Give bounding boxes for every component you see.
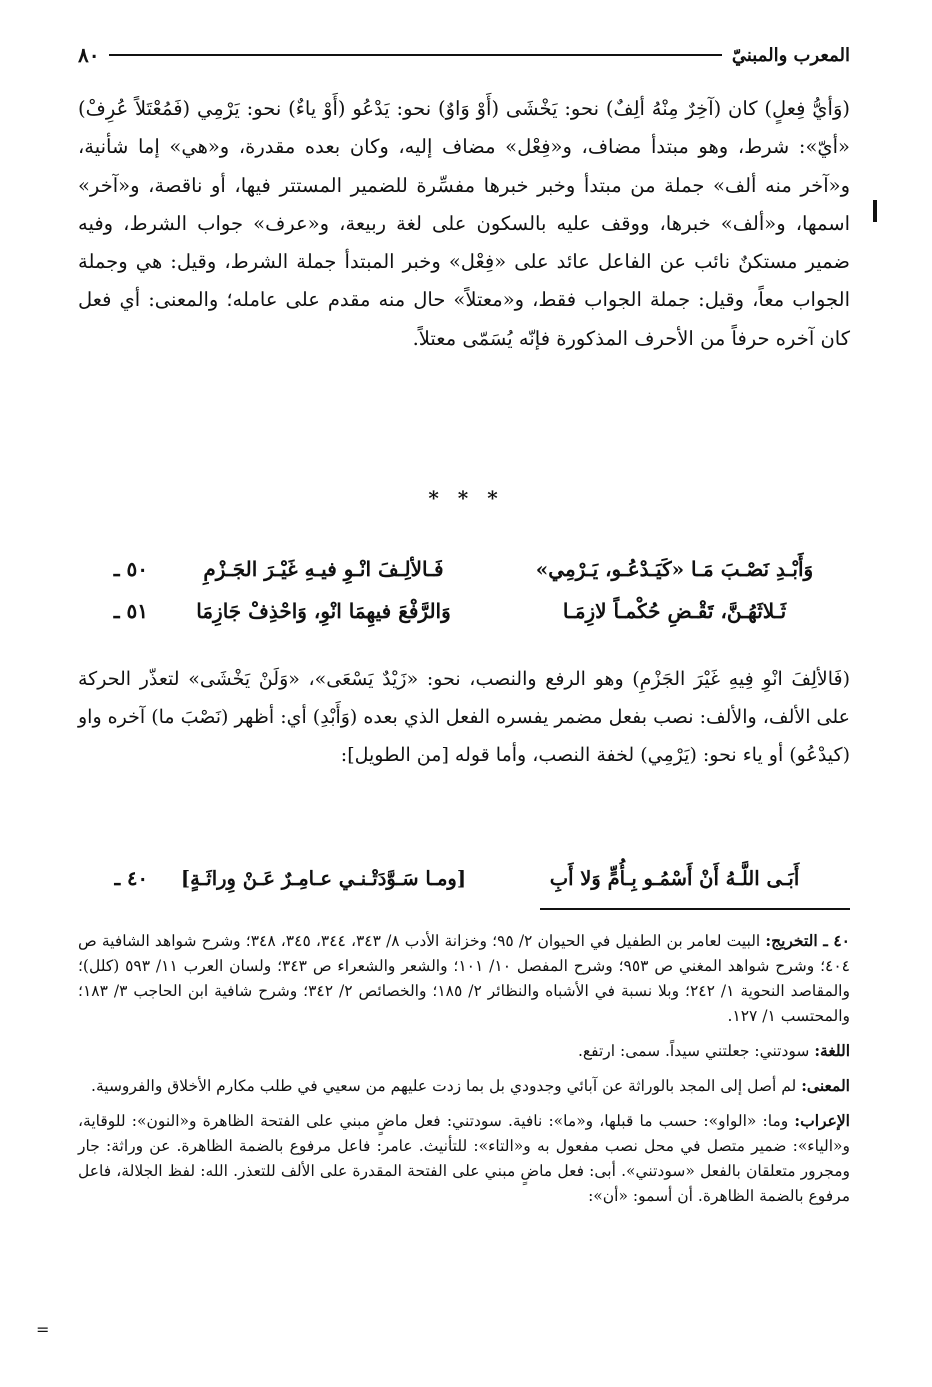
footnote-maana	[78, 1073, 850, 1099]
page-number: ٨٠	[78, 43, 100, 67]
verse-number: ٥٠ ـ	[113, 557, 148, 581]
verse-hemistich-first: وَالرَّفْعَ فيهِمَا انْوِ، وَاحْذِفْ جَازِمَا	[196, 599, 451, 623]
margin-marker	[873, 200, 877, 222]
footnote-label: ٤٠ ـ التخريج:	[765, 931, 850, 950]
commentary-paragraph: (فَالألِفَ انْوِ فِيهِ غَيْرَ الجَزْمِ) وهو الرفع والنصب، نحو: «زَيْدٌ يَسْعَى»، «وَلَنْ يَخْشَى» لتعذّر الحركة على الألف، والألف: نصب بفعل مضمر يفسره الفعل الذي بعده (وَأَبْدِ) أي: أظهر (نَصْبَ ما) آخره واو (كيدْعُو) أو ياء نحو: (يَرْمِي) لخفة النصب، وأما قوله [من الطويل]:	[78, 668, 850, 766]
footnote-irab	[78, 1108, 850, 1209]
quoted-hemistich-first: [ومـا سَـوَّدَتْـنـي عـامِـرٌ عَـنْ وِراثَـةٍ]	[180, 866, 467, 890]
footnotes	[78, 928, 850, 1218]
section-separator: * * *	[428, 486, 504, 510]
quoted-verse-number: ٤٠ ـ	[114, 866, 148, 890]
running-header	[78, 38, 850, 72]
verse-number: ٥١ ـ	[113, 599, 148, 623]
header-rule	[109, 54, 721, 56]
verse-line	[78, 590, 850, 632]
quoted-hemistich-second: أَبَـى اللَّـهُ أَنْ أَسْمُـو بِـأُمٍّ وَلا أَبِ	[549, 866, 800, 890]
verse-line	[78, 548, 850, 590]
footnote-text: لم أصل إلى المجد بالوراثة عن آبائي وجدودي بل بما زدت عليهم من سعيي في طلب مكارم الأخلاق والفروسية.	[91, 1077, 797, 1095]
verse-hemistich-second: ثَـلاثَهُـنَّ، تَقْـضِ حُكْمـاً لازِمَـا	[562, 599, 787, 623]
main-commentary	[78, 90, 850, 358]
main-paragraph: (وَأيُّ فِعلٍ) كان (آخِرٌ مِنْهُ ألِفٌ) نحو: يَخْشَى (أَوْ وَاوٌ) نحو: يَدْعُو (أَوْ ياءٌ) نحو: يَرْمِي (فَمُعْتَلاً عُرِفْ) «أيّ»: شرط، وهو مبتدأ مضاف، و«فِعْل» مضاف إليه، وكان بعده مقدرة، و«هي» إما شأنية، و«آخر منه ألف» جملة من مبتدأ وخبر خبرها مفسِّرة للضمير المستتر فيها، أو ناقصة، و«آخر» اسمها، و«ألف» خبرها، ووقف عليه بالسكون على لغة ربيعة، و«عرف» جواب الشرط، وفيه ضمير مستكنٌ نائب عن الفاعل عائد على «فِعْل» وخبر المبتدأ جملة الشرط، وقيل: هي وجملة الجواب معاً، وقيل: جملة الجواب فقط، و«معتلاً» حال منه مقدم على عامله؛ والمعنى: أي فعل كان آخره حرفاً من الأحرف المذكورة فإنّه يُسَمّى معتلاً.	[78, 97, 850, 350]
footnote-text: وما: «الواو»: حسب ما قبلها، و«ما»: نافية. سودتني: فعل ماضٍ مبني على الفتحة الظاهرة و«النون»: للوقاية، و«الياء»: ضمير متصل في محل نصب مفعول به و«التاء»: للتأنيث. عامر: فاعل مرفوع بالضمة الظاهرة. عن وراثة: جار ومجرور متعلقان بالفعل «سودتني». أبى: فعل ماضٍ مبني على الفتحة المقدرة على الألف للتعذر. الله: لفظ الجلالة، فاعل مرفوع بالضمة الظاهرة. أن أسمو: «أن»:	[78, 1112, 850, 1205]
quoted-verse	[78, 858, 850, 898]
footnote-text: البيت لعامر بن الطفيل في الحيوان ٢/ ٩٥؛ وخزانة الأدب ٨/ ٣٤٣، ٣٤٤، ٣٤٥، ٣٤٨؛ وشرح شواهد الشافية ص ٤٠٤؛ وشرح شواهد المغني ص ٩٥٣؛ وشرح المفصل ١٠/ ١٠١؛ والشعر والشعراء ص ٣٤٣؛ ولسان العرب ١١/ ٥٩٣ (كلل)؛ والمقاصد النحوية ١/ ٢٤٢؛ وبلا نسبة في الأشباه والنظائر ٢/ ١٨٥؛ والخصائص ٢/ ٣٤٢؛ وشرح شافية ابن الحاجب ٣/ ١٨٣؛ والمحتسب ١/ ١٢٧.	[78, 932, 851, 1025]
running-title: المعرب والمبنيّ	[731, 44, 850, 66]
footnote-label: الإعراب:	[794, 1111, 850, 1130]
verse-commentary	[78, 660, 850, 774]
verse-block	[78, 548, 850, 632]
verse-hemistich-first: فَـالألِـفَ انْـوِ فيـهِ غَيْـرَ الجَـزْمِ	[203, 557, 444, 581]
continuation-mark: =	[36, 1320, 50, 1339]
footnote-label: المعنى:	[801, 1076, 850, 1095]
footnote-separator	[540, 908, 850, 910]
footnote-takhrij	[78, 928, 850, 1029]
footnote-lugha	[78, 1038, 850, 1064]
verse-hemistich-second: وَأَبْـدِ نَصْـبَ مَـا «كَيَـدْعُـو، يَـرْمِي»	[535, 557, 814, 581]
footnote-label: اللغة:	[814, 1041, 850, 1060]
footnote-text: سودتني: جعلتني سيداً. سمى: ارتفع.	[577, 1042, 810, 1060]
quoted-verse-line	[78, 858, 850, 898]
